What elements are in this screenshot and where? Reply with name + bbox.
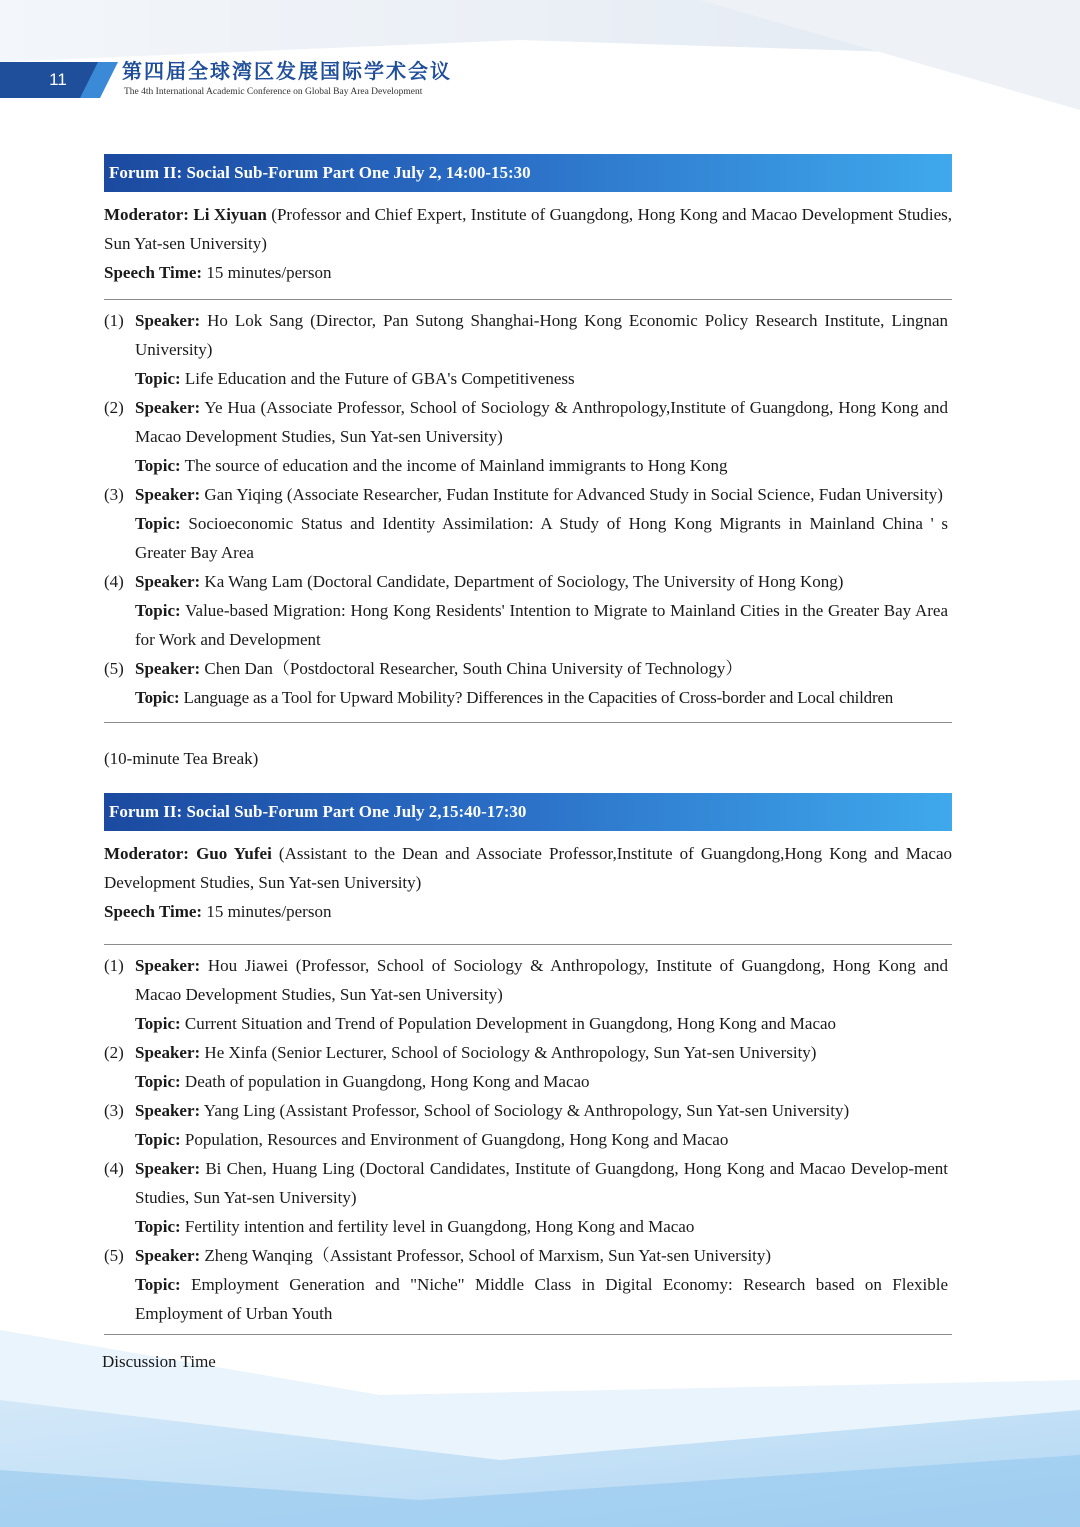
item-number: (2) — [104, 398, 124, 417]
speaker-label: Speaker: — [135, 572, 201, 591]
list-item — [104, 951, 952, 1038]
speaker-label: Speaker: — [135, 485, 201, 504]
speaker-text: Ye Hua (Associate Professor, School of Sociology & Anthropology,Institute of Guangdong, Hong Kong and Macao Development Studies, Sun Yat-sen University) — [135, 398, 948, 446]
item-number: (3) — [104, 485, 124, 504]
speaker-text: Ka Wang Lam (Doctoral Candidate, Department of Sociology, The University of Hong Kong) — [204, 572, 844, 591]
speaker-label: Speaker: — [135, 1246, 201, 1265]
moderator-desc: (Professor and Chief Expert, Institute of Guangdong, Hong Kong and Macao Development Studies, Sun Yat-sen University) — [104, 205, 953, 253]
item-number: (4) — [104, 1159, 124, 1178]
list-item — [104, 306, 952, 393]
topic-text: Life Education and the Future of GBA's Competitiveness — [184, 369, 575, 388]
topic-label: Topic: — [135, 456, 181, 475]
speaker-label: Speaker: — [135, 1159, 201, 1178]
moderator-name: Guo Yufei — [196, 844, 272, 863]
speaker-text: Bi Chen, Huang Ling (Doctoral Candidates, Institute of Guangdong, Hong Kong and Macao Develop-ment Studies, Sun Yat-sen University) — [135, 1159, 949, 1207]
speech-time-value: 15 minutes/person — [206, 902, 332, 921]
speech-time-label: Speech Time: — [104, 263, 203, 282]
list-item — [104, 567, 952, 654]
topic-text: Current Situation and Trend of Population Development in Guangdong, Hong Kong and Macao — [184, 1014, 837, 1033]
tea-break: (10-minute Tea Break) — [104, 749, 259, 768]
item-number: (1) — [104, 311, 124, 330]
topic-text: Employment Generation and "Niche" Middle Class in Digital Economy: Research based on Flexible Employment of Urban Youth — [135, 1275, 949, 1323]
speaker-text: Chen Dan（Postdoctoral Researcher, South China University of Technology） — [204, 659, 743, 678]
topic-text: The source of education and the income of Mainland immigrants to Hong Kong — [184, 456, 728, 475]
speaker-label: Speaker: — [135, 659, 201, 678]
list-item — [104, 1038, 952, 1096]
divider — [104, 299, 952, 300]
speech-time-value: 15 minutes/person — [206, 263, 332, 282]
page-number: 11 — [49, 70, 67, 89]
topic-text: Language as a Tool for Upward Mobility? Differences in the Capacities of Cross-border and Local children — [183, 688, 894, 707]
topic-text: Population, Resources and Environment of Guangdong, Hong Kong and Macao — [184, 1130, 729, 1149]
topic-label: Topic: — [135, 1217, 181, 1236]
topic-label: Topic: — [135, 1130, 181, 1149]
conference-title-en: The 4th International Academic Conference on Global Bay Area Development — [124, 87, 423, 97]
speaker-text: Hou Jiawei (Professor, School of Sociology & Anthropology, Institute of Guangdong, Hong Kong and Macao Development Studies, Sun Yat-sen University) — [135, 956, 948, 1004]
topic-text: Death of population in Guangdong, Hong Kong and Macao — [184, 1072, 590, 1091]
list-item — [104, 1154, 952, 1241]
topic-label: Topic: — [135, 1014, 181, 1033]
speech-time-label: Speech Time: — [104, 902, 203, 921]
item-number: (2) — [104, 1043, 124, 1062]
speaker-text: Zheng Wanqing（Assistant Professor, School of Marxism, Sun Yat-sen University) — [204, 1246, 772, 1265]
list-item — [104, 1241, 952, 1328]
session2-moderator — [104, 839, 952, 897]
topic-label: Topic: — [135, 369, 181, 388]
speaker-label: Speaker: — [135, 1043, 201, 1062]
divider — [104, 944, 952, 945]
speaker-text: He Xinfa (Senior Lecturer, School of Sociology & Anthropology, Sun Yat-sen University) — [204, 1043, 817, 1062]
page-content — [104, 154, 952, 1376]
speaker-text: Ho Lok Sang (Director, Pan Sutong Shanghai-Hong Kong Economic Policy Research Institute, Lingnan University) — [135, 311, 948, 359]
session1-moderator — [104, 200, 952, 258]
divider — [104, 722, 952, 723]
list-item — [104, 1096, 952, 1154]
session2-title-bar: Forum II: Social Sub-Forum Part One July 2,15:40-17:30 — [104, 793, 952, 831]
speaker-label: Speaker: — [135, 398, 201, 417]
list-item — [104, 480, 952, 567]
speaker-label: Speaker: — [135, 311, 201, 330]
session1-title-bar: Forum II: Social Sub-Forum Part One July 2, 14:00-15:30 — [104, 154, 952, 192]
item-number: (4) — [104, 572, 124, 591]
list-item — [104, 393, 952, 480]
topic-text: Socioeconomic Status and Identity Assimilation: A Study of Hong Kong Migrants in Mainland China ' s Greater Bay Area — [135, 514, 949, 562]
item-number: (5) — [104, 1246, 124, 1265]
item-number: (3) — [104, 1101, 124, 1120]
item-number: (1) — [104, 956, 124, 975]
speaker-label: Speaker: — [135, 956, 201, 975]
session2-speech-time — [104, 897, 952, 926]
moderator-label: Moderator: — [104, 205, 189, 224]
session1-speech-time — [104, 258, 952, 287]
moderator-desc: (Assistant to the Dean and Associate Professor,Institute of Guangdong,Hong Kong and Macao Development Studies, Sun Yat-sen University) — [104, 844, 953, 892]
moderator-name: Li Xiyuan — [193, 205, 267, 224]
discussion-time: Discussion Time — [102, 1352, 216, 1371]
item-number: (5) — [104, 659, 124, 678]
topic-label: Topic: — [135, 1275, 181, 1294]
conference-title-cn: 第四届全球湾区发展国际学术会议 — [122, 59, 452, 83]
topic-label: Topic: — [135, 514, 181, 533]
topic-text: Value-based Migration: Hong Kong Residents' Intention to Migrate to Mainland Cities in the Greater Bay Area for Work and Development — [135, 601, 948, 649]
divider — [104, 1334, 952, 1335]
speaker-text: Gan Yiqing (Associate Researcher, Fudan Institute for Advanced Study in Social Science, Fudan University) — [204, 485, 943, 504]
topic-label: Topic: — [135, 688, 180, 707]
speaker-text: Yang Ling (Assistant Professor, School of Sociology & Anthropology, Sun Yat-sen University) — [203, 1101, 850, 1120]
speaker-label: Speaker: — [135, 1101, 201, 1120]
moderator-label: Moderator: — [104, 844, 189, 863]
list-item — [104, 654, 952, 712]
topic-label: Topic: — [135, 601, 181, 620]
topic-text: Fertility intention and fertility level in Guangdong, Hong Kong and Macao — [184, 1217, 695, 1236]
topic-label: Topic: — [135, 1072, 181, 1091]
